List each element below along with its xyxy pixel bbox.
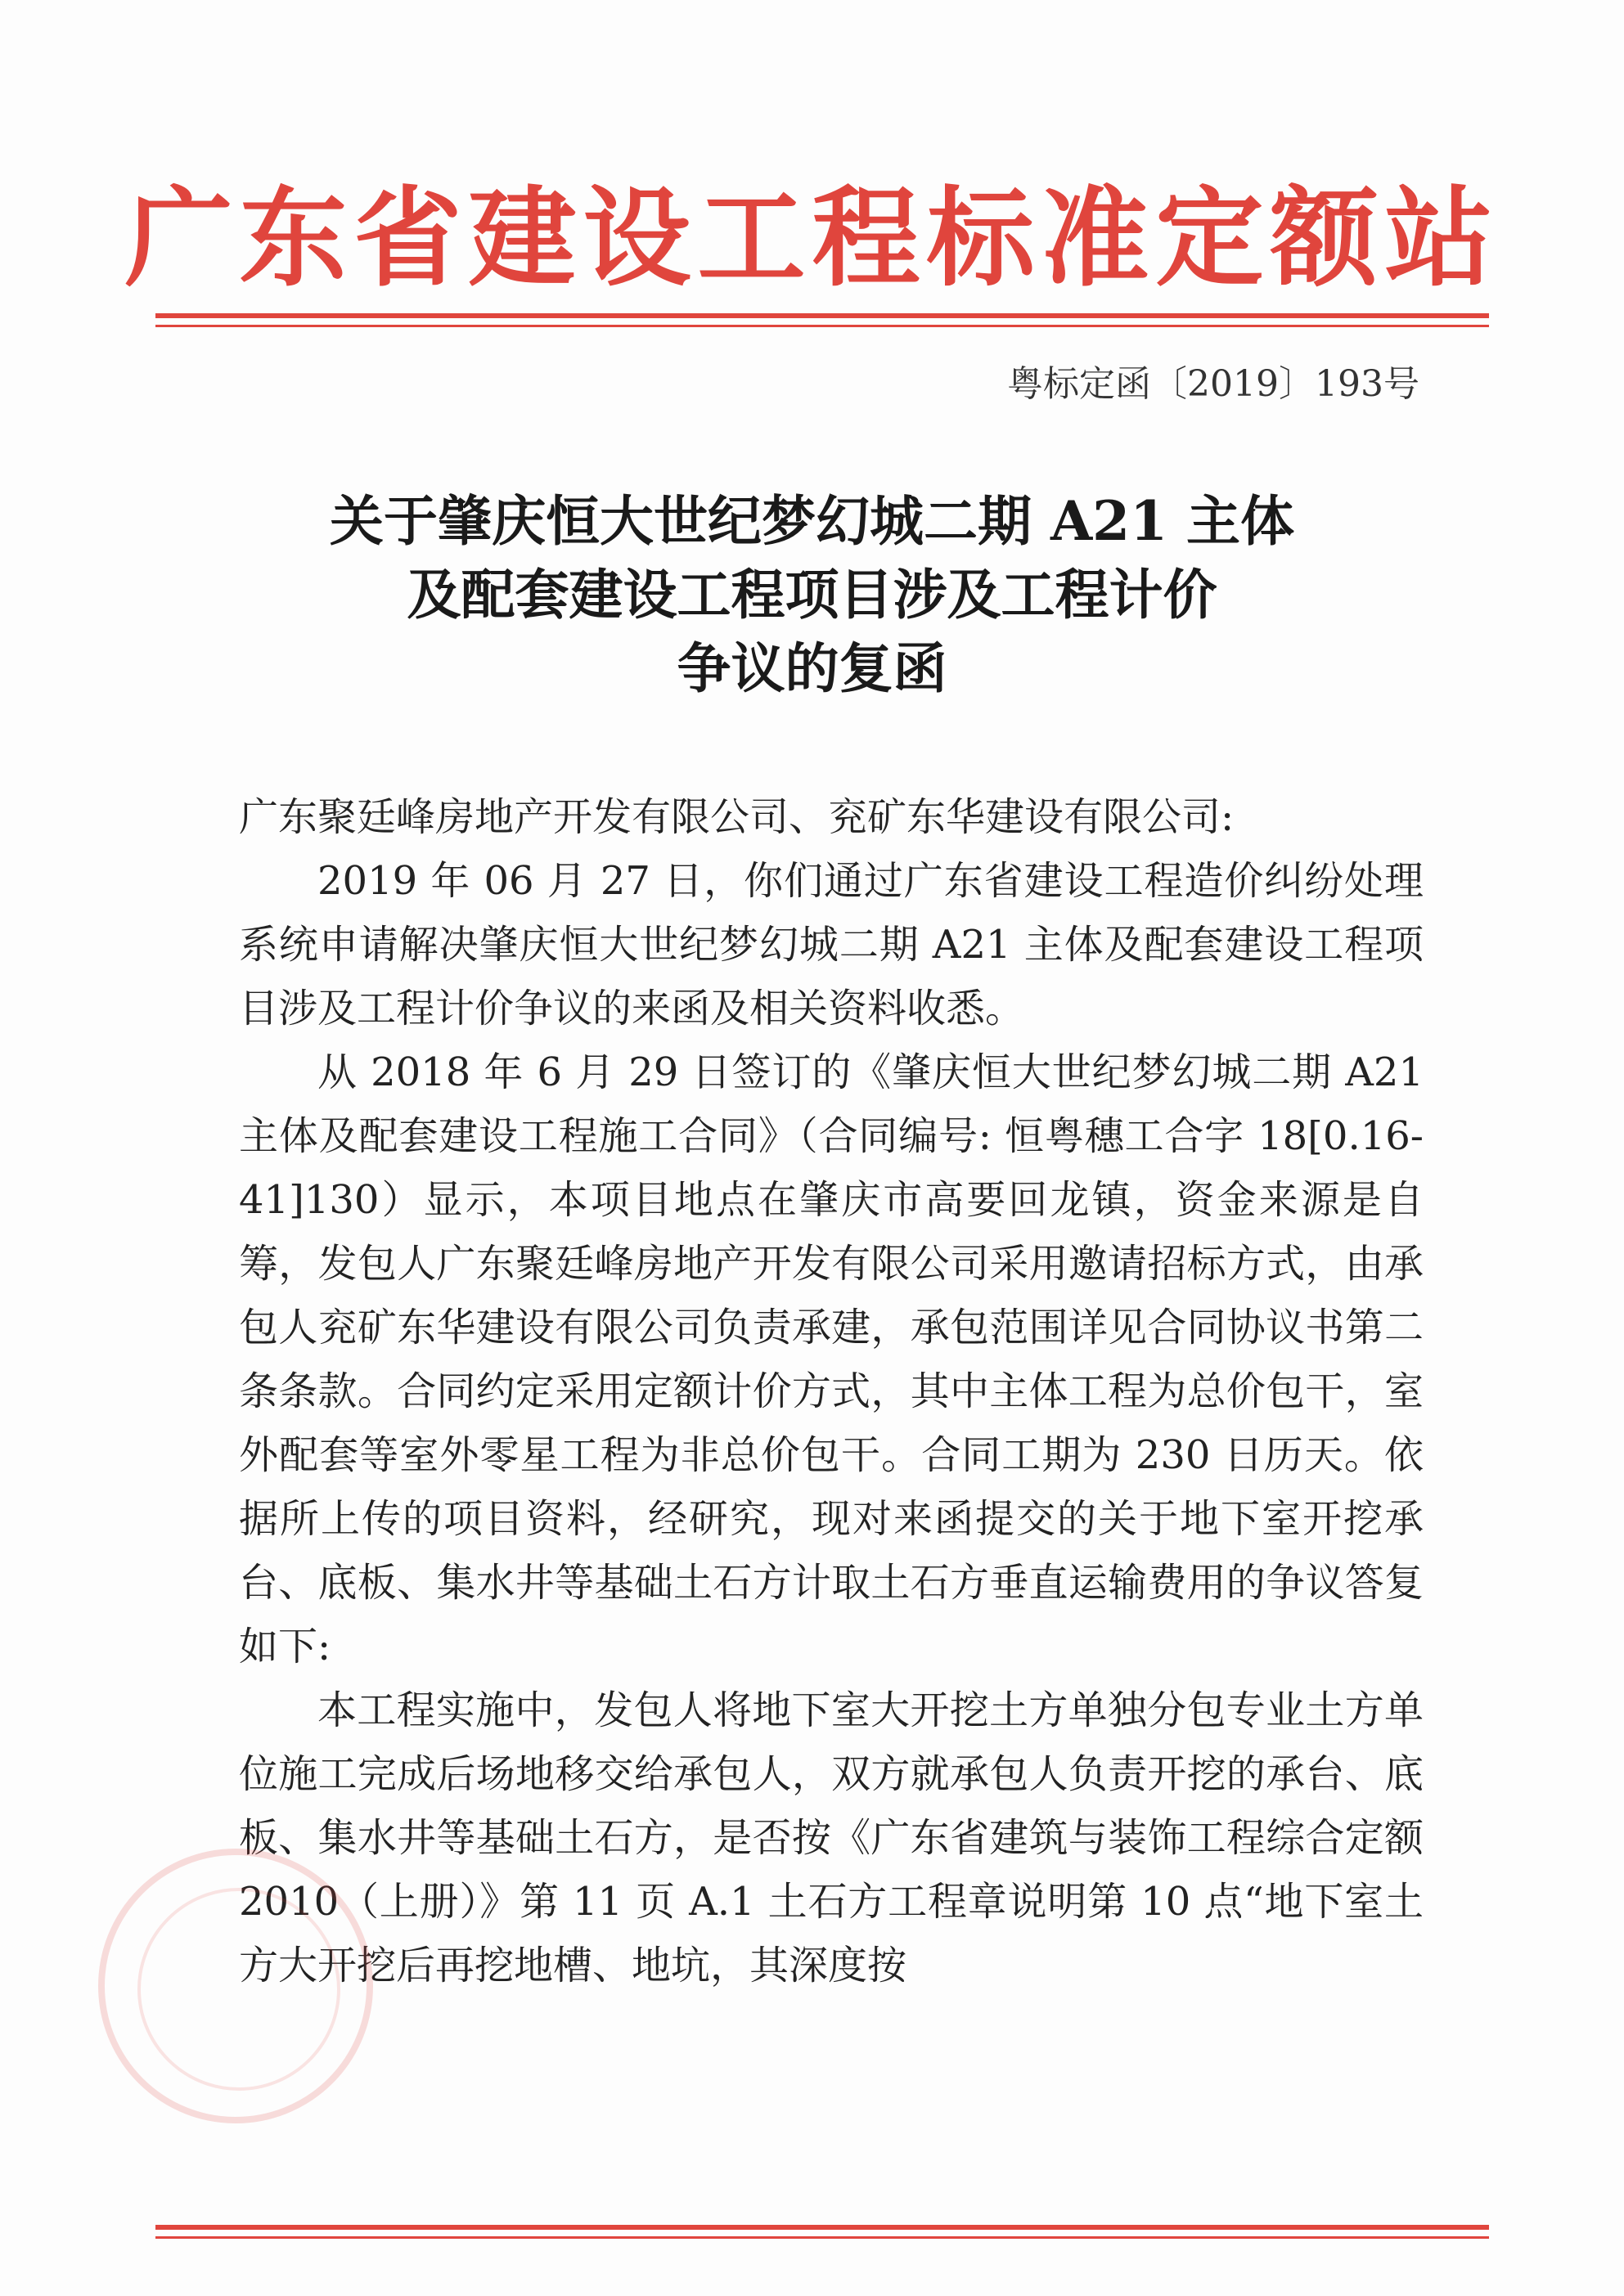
salutation: 广东聚廷峰房地产开发有限公司、兖矿东华建设有限公司: [239,794,1235,840]
letterhead-title: 广东省建设工程标准定额站 [124,175,1500,302]
official-seal-inner-ring [137,1888,340,2091]
document-title [0,484,1624,705]
title-line-2: 及配套建设工程项目涉及工程计价 [407,563,1217,627]
paragraph-3: 本工程实施中，发包人将地下室大开挖土方单独分包专业土方单位施工完成后场地移交给承包人，双方就承包人负责开挖的承台、底板、集水井等基础土石方，是否按《广东省建筑与装饰工程综合定额 2010（上册）》第 11 页 A.1 土石方工程章说明第 10 点“地下室土方大开挖后再挖地槽、地坑，其深度按 [239,1687,1424,1988]
footer-rule-thick [155,2225,1489,2230]
title-line-1: 关于肇庆恒大世纪梦幻城二期 A21 主体 [329,489,1294,553]
official-seal-faint [98,1849,373,2123]
document-body [239,785,1424,1997]
paragraph-2: 从 2018 年 6 月 29 日签订的《肇庆恒大世纪梦幻城二期 A21 主体及配套建设工程施工合同》（合同编号: 恒粤穗工合字 18[0.16-41]130）显示，本项目地点在肇庆市高要回龙镇，资金来源是自筹，发包人广东聚廷峰房地产开发有限公司采用邀请招标方式，由承包人兖矿东华建设有限公司负责承建，承包范围详见合同协议书第二条条款。合同约定采用定额计价方式，其中主体工程为总价包干，室外配套等室外零星工程为非总价包干。合同工期为 230 日历天。依据所上传的项目资料，经研究，现对来函提交的关于地下室开挖承台、底板、集水井等基础土石方计取土石方垂直运输费用的争议答复如下: [239,1049,1424,1669]
title-line-3: 争议的复函 [677,636,947,700]
document-number: 粤标定函〔2019〕193号 [1007,363,1419,405]
letterhead-rule-thick [155,313,1489,318]
letterhead-rule-thin [155,325,1489,327]
paragraph-1: 2019 年 06 月 27 日，你们通过广东省建设工程造价纠纷处理系统申请解决肇庆恒大世纪梦幻城二期 A21 主体及配套建设工程项目涉及工程计价争议的来函及相关资料收悉。 [239,858,1424,1031]
footer-rule-thin [155,2236,1489,2239]
